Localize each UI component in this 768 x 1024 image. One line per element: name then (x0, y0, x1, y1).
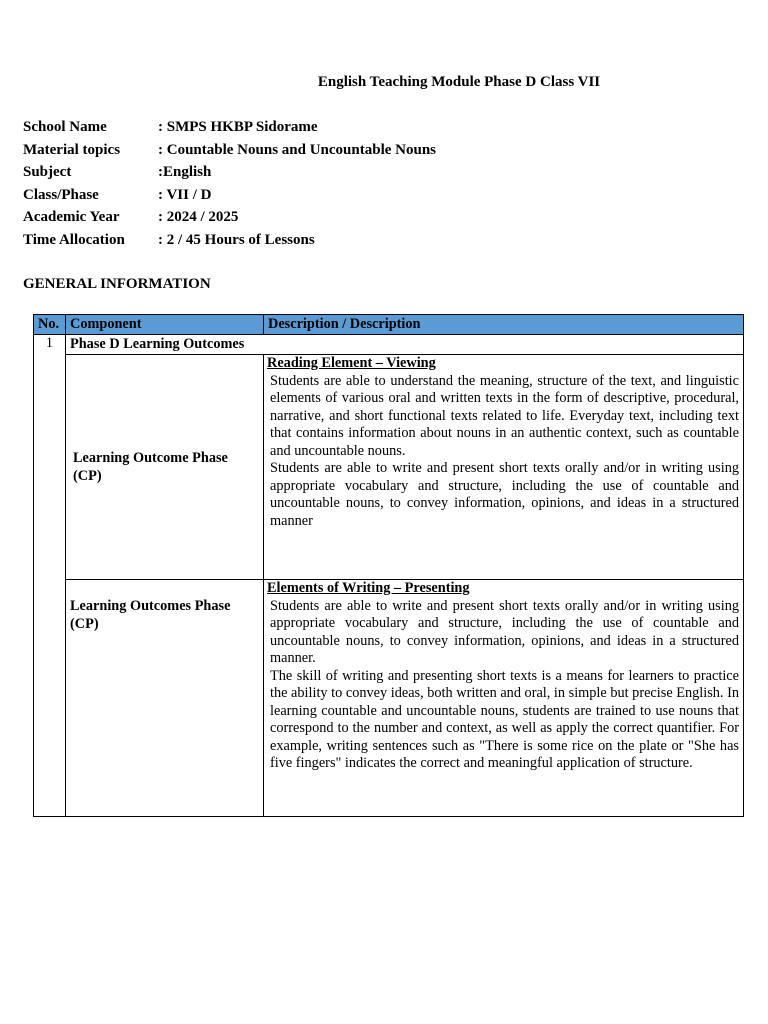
table-row (34, 355, 744, 580)
info-value: : 2024 / 2025 (158, 209, 239, 226)
info-row-subject (23, 163, 723, 186)
description-heading: Elements of Writing – Presenting (267, 580, 470, 596)
description-paragraph: Students are able to write and present short texts orally and/or in writing using appropriate vocabulary and structure, including the use of countable and uncountable nouns, to convey information, opinions, and ideas in a structured manner. (270, 597, 739, 666)
component-label: Learning Outcome Phase (CP) (66, 355, 264, 580)
info-label: Academic Year (23, 209, 120, 226)
info-label: Time Allocation (23, 231, 125, 248)
info-value: :English (158, 164, 212, 181)
description-heading: Reading Element – Viewing (267, 355, 436, 371)
info-label: Class/Phase (23, 186, 99, 203)
info-row-school (23, 118, 723, 141)
description-paragraph: Students are able to write and present short texts orally and/or in writing using appropriate vocabulary and structure, including the use of countable and uncountable nouns, to convey information, opinions, and ideas in a structured manner (270, 460, 739, 529)
document-title: English Teaching Module Phase D Class VII (317, 74, 601, 90)
info-label: Material topics (23, 141, 121, 158)
info-value: : 2 / 45 Hours of Lessons (158, 231, 315, 248)
table-row (34, 335, 744, 355)
info-row-class (23, 186, 723, 209)
module-info (23, 118, 723, 254)
component-label: Learning Outcomes Phase (CP) (66, 580, 264, 817)
description-cell (264, 355, 744, 580)
info-value: : Countable Nouns and Uncountable Nouns (158, 141, 436, 158)
header-component: Component (66, 315, 264, 335)
description-cell (264, 580, 744, 817)
table-header-row (34, 315, 744, 335)
info-label: Subject (23, 164, 72, 181)
info-row-year (23, 208, 723, 231)
info-value: : VII / D (158, 186, 212, 203)
general-information-heading: GENERAL INFORMATION (23, 276, 211, 292)
table-row (34, 580, 744, 817)
header-no: No. (34, 315, 66, 335)
info-row-time (23, 231, 723, 254)
row-number: 1 (34, 335, 66, 817)
info-label: School Name (23, 119, 107, 135)
info-value: : SMPS HKBP Sidorame (158, 119, 318, 135)
header-description: Description / Description (264, 315, 744, 335)
phase-title: Phase D Learning Outcomes (66, 335, 744, 355)
description-paragraph: The skill of writing and presenting short texts is a means for learners to practice the ability to convey ideas, both written and oral, in simple but precise English. In learning countable and uncountable nouns, students are trained to use nouns that correspond to the number and context, as well as apply the correct quantifier. For example, writing sentences such as "There is some rice on the plate or "She has five fingers" indicates the correct and meaningful application of structure. (270, 667, 739, 771)
info-row-topics (23, 141, 723, 164)
general-information-table (33, 314, 744, 817)
description-paragraph: Students are able to understand the meaning, structure of the text, and linguistic elements of various oral and written texts in the form of descriptive, procedural, narrative, and short functional texts related to life. Everyday text, including text that contains information about nouns in an authentic context, such as countable and uncountable nouns. (270, 372, 739, 459)
